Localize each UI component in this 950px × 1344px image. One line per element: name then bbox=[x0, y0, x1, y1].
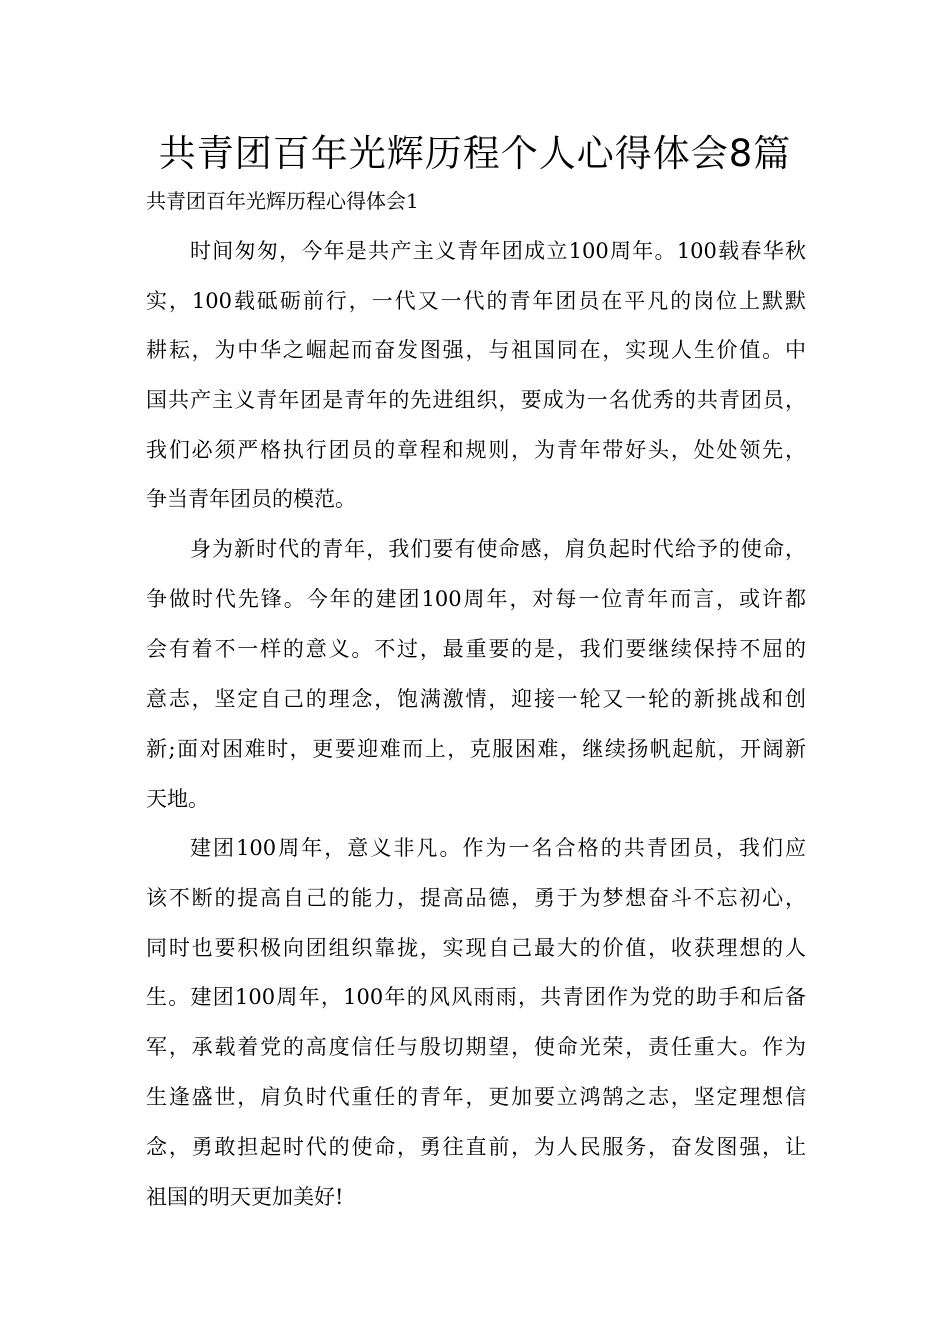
document-subtitle: 共青团百年光辉历程心得体会1 bbox=[146, 189, 419, 213]
paragraph-1-line-6: 争当青年团员的模范。 bbox=[146, 487, 356, 511]
paragraph-3-line-3: 同时也要积极向团组织靠拢，实现自己最大的价值，收获理想的人 bbox=[146, 936, 806, 960]
paragraph-2-line-6: 天地。 bbox=[146, 787, 209, 811]
paragraph-1-line-2: 实，100载砥砺前行，一代又一代的青年团员在平凡的岗位上默默 bbox=[146, 289, 806, 313]
paragraph-3-line-5: 军，承载着党的高度信任与殷切期望，使命光荣，责任重大。作为 bbox=[146, 1035, 806, 1059]
paragraph-1-line-5: 我们必须严格执行团员的章程和规则，为青年带好头，处处领先， bbox=[146, 438, 806, 462]
paragraph-2-line-3: 会有着不一样的意义。不过，最重要的是，我们要继续保持不屈的 bbox=[146, 637, 806, 661]
paragraph-3-line-7: 念，勇敢担起时代的使命，勇往直前，为人民服务，奋发图强，让 bbox=[146, 1135, 806, 1159]
paragraph-1-line-1: 时间匆匆，今年是共产主义青年团成立100周年。100载春华秋 bbox=[190, 239, 806, 263]
paragraph-1-line-3: 耕耘，为中华之崛起而奋发图强，与祖国同在，实现人生价值。中 bbox=[146, 338, 806, 362]
paragraph-2-line-5: 新;面对困难时，更要迎难而上，克服困难，继续扬帆起航，开阔新 bbox=[146, 737, 806, 761]
paragraph-3-line-2: 该不断的提高自己的能力，提高品德，勇于为梦想奋斗不忘初心， bbox=[146, 886, 806, 910]
paragraph-3-line-4: 生。建团100周年，100年的风风雨雨，共青团作为党的助手和后备 bbox=[146, 985, 806, 1009]
document-title: 共青团百年光辉历程个人心得体会8篇 bbox=[158, 132, 792, 175]
paragraph-2-line-2: 争做时代先锋。今年的建团100周年，对每一位青年而言，或许都 bbox=[146, 587, 806, 611]
paragraph-2-line-1: 身为新时代的青年，我们要有使命感，肩负起时代给予的使命， bbox=[190, 537, 806, 561]
paragraph-3-line-6: 生逢盛世，肩负时代重任的青年，更加要立鸿鹄之志，坚定理想信 bbox=[146, 1085, 806, 1109]
paragraph-3-line-1: 建团100周年，意义非凡。作为一名合格的共青团员，我们应 bbox=[190, 836, 806, 860]
paragraph-3-line-8: 祖国的明天更加美好! bbox=[146, 1185, 344, 1209]
paragraph-1-line-4: 国共产主义青年团是青年的先进组织，要成为一名优秀的共青团员， bbox=[146, 388, 806, 412]
paragraph-2-line-4: 意志，坚定自己的理念，饱满激情，迎接一轮又一轮的新挑战和创 bbox=[146, 687, 806, 711]
